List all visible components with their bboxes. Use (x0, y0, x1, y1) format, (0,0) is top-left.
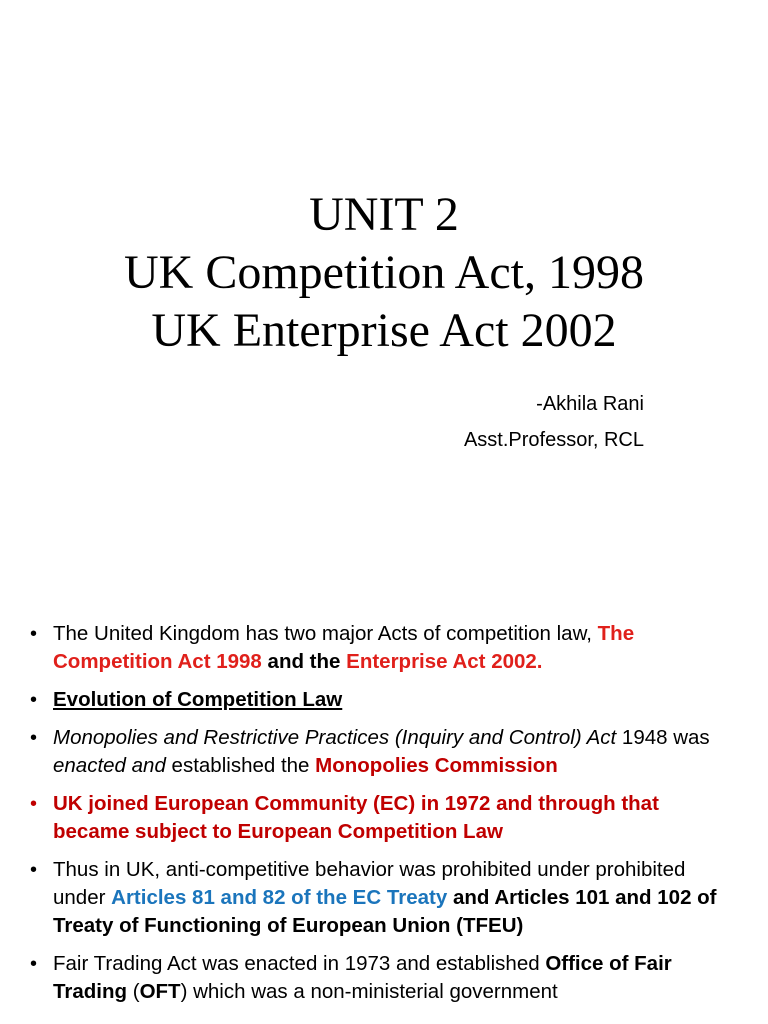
slide-title (0, 186, 768, 360)
oft-abbreviation: OFT (139, 980, 181, 1003)
title-line-unit: UNIT 2 (309, 188, 459, 241)
bullet-text: Thus in UK, anti-competitive behavior was prohibited under prohibited under (53, 858, 686, 909)
section-heading: Evolution of Competition Law (53, 688, 343, 711)
author-name: -Akhila Rani (536, 393, 644, 415)
bullet-major-acts (30, 620, 740, 676)
slide-subtitle (464, 386, 644, 458)
bullet-text: ( (127, 980, 140, 1003)
title-line-enterprise-act: UK Enterprise Act 2002 (151, 304, 617, 357)
bullet-anti-competitive (30, 856, 740, 940)
competition-act-highlight: The Competition Act 1998 (53, 622, 635, 673)
bullet-list (30, 620, 740, 1016)
bullet-text-italic: enacted and (53, 754, 166, 777)
act-name: Monopolies and Restrictive Practices (Inquiry and Control) Act (53, 726, 617, 749)
enterprise-act-highlight: Enterprise Act 2002. (346, 650, 543, 673)
bullet-text: UK joined European Community (EC) in 1972 and through that became subject to European Competition Law (53, 792, 659, 843)
oft-name: Office of Fair Trading (53, 952, 672, 1003)
bullet-text: ) which was a non-ministerial government (180, 980, 558, 1003)
bullet-text: and the (261, 650, 347, 673)
bullet-text: The United Kingdom has two major Acts of competition law, (53, 622, 598, 645)
ec-treaty-articles-highlight: Articles 81 and 82 of the EC Treaty (111, 886, 448, 909)
bullet-text: 1948 was (616, 726, 710, 749)
bullet-fair-trading-act (30, 950, 740, 1006)
bullet-uk-joined-ec (30, 790, 740, 846)
tfeu-articles-text: and Articles 101 and 102 of Treaty of Functioning of European Union (TFEU) (53, 886, 717, 937)
bullet-evolution-heading (30, 686, 740, 714)
author-designation: Asst.Professor, RCL (463, 429, 644, 451)
bullet-monopolies-act (30, 724, 740, 780)
bullet-text: established the (165, 754, 316, 777)
bullet-text: Fair Trading Act was enacted in 1973 and established (53, 952, 546, 975)
title-line-competition-act: UK Competition Act, 1998 (124, 246, 644, 299)
monopolies-commission-highlight: Monopolies Commission (315, 754, 558, 777)
content-slide (0, 576, 768, 1024)
